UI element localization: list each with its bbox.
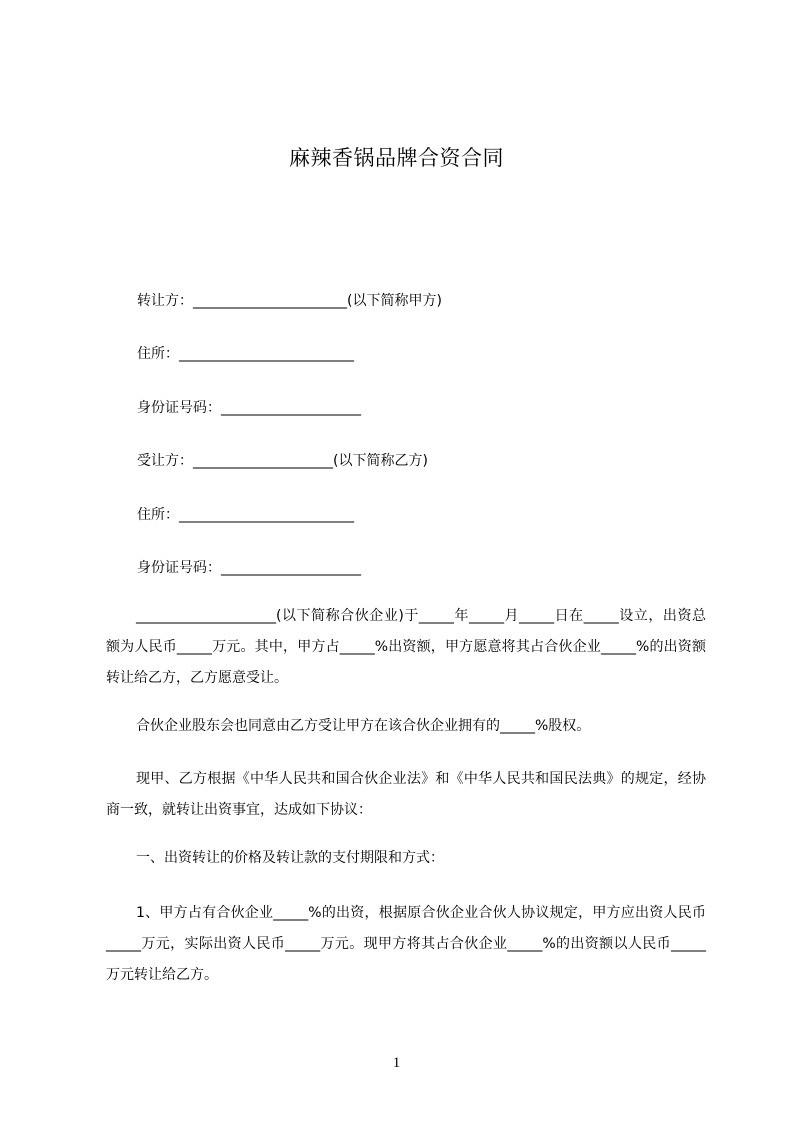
paragraph-legal-basis: 现甲、乙方根据《中华人民共和国合伙企业法》和《中华人民共和国民法典》的规定，经协商一致，就转让出资事宜，达成如下协议： — [106, 771, 706, 818]
section-heading-price: 一、出资转让的价格及转让款的支付期限和方式： — [136, 850, 444, 866]
transferee-address-field: 住所：_________________________ — [137, 507, 354, 523]
transferor-id-field: 身份证号码：____________________ — [137, 400, 361, 416]
transferee-field: 受让方：____________________(以下简称乙方) — [137, 453, 428, 469]
paragraph-partnership-info: ____________________(以下简称合伙企业)于_____年_____月_____日在_____设立，出资总额为人民币_____万元。其中，甲方占_____%出资额，甲方愿意将其占合伙企业_____%的出资额转让给乙方，乙方愿意受让。 — [106, 608, 706, 686]
transferee-id-field: 身份证号码：____________________ — [137, 560, 361, 576]
page-number: 1 — [392, 1055, 401, 1071]
paragraph-shareholder-consent: 合伙企业股东会也同意由乙方受让甲方在该合伙企业拥有的_____%股权。 — [136, 718, 591, 734]
paragraph-clause-1: 1、甲方占有合伙企业_____%的出资，根据原合伙企业合伙人协议规定，甲方应出资人民币_____万元，实际出资人民币_____万元。现甲方将其占合伙企业_____%的出资额以人民币_____万元转让给乙方。 — [106, 905, 706, 983]
document-title: 麻辣香锅品牌合资合同 — [289, 146, 504, 170]
transferor-field: 转让方：______________________(以下简称甲方) — [137, 293, 442, 309]
transferor-address-field: 住所：_________________________ — [137, 346, 354, 362]
